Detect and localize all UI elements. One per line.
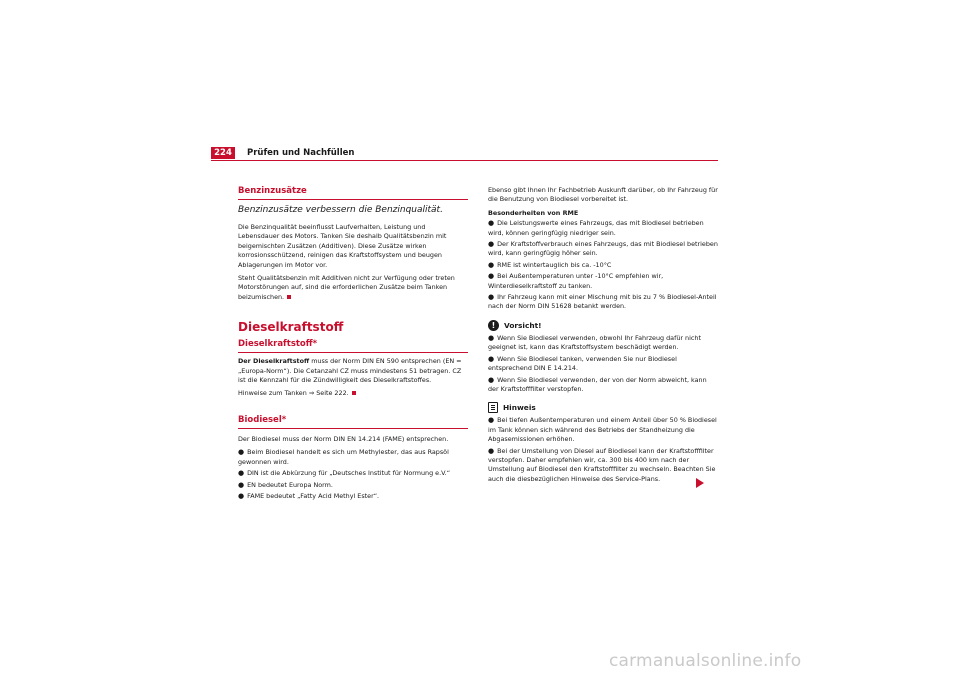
cross-reference: Hinweise zum Tanken ⇒ Seite 222. <box>238 389 468 398</box>
list-item: ● Ihr Fahrzeug kann mit einer Mischung mit bis zu 7 % Biodiesel-Anteil nach der Norm DIN 51628 betankt werden. <box>488 293 717 311</box>
bullet-icon: ● <box>488 446 495 455</box>
paragraph: Der Biodiesel muss der Norm DIN EN 14.214 (FAME) entsprechen. <box>238 434 449 443</box>
subheading: Besonderheiten von RME <box>488 208 579 217</box>
paragraph: Ebenso gibt Ihnen Ihr Fachbetrieb Auskunft darüber, ob Ihr Fahrzeug für die Benutzung von Biodiesel vorbereitet ist. <box>488 186 718 204</box>
list-item: ● Der Kraftstoffverbrauch eines Fahrzeugs, das mit Biodiesel betrieben wird, kann geringfügig höher sein. <box>488 240 718 258</box>
section-subtitle: Benzinzusätze verbessern die Benzinqualität. <box>238 205 443 215</box>
paragraph: Steht Qualitätsbenzin mit Additiven nicht zur Verfügung oder treten Motorstörungen auf, sind die erforderlichen Zusätze beim Tanken beizumischen. <box>238 274 455 301</box>
bullet-icon: ● <box>488 416 495 425</box>
warning-heading: ! Vorsicht! <box>488 320 718 331</box>
section-title-biodiesel: Biodiesel* <box>238 415 468 429</box>
right-column <box>488 186 718 486</box>
list-item: ● Wenn Sie Biodiesel verwenden, obwohl Ihr Fahrzeug dafür nicht geeignet ist, kann das Kraftstoffsystem beschädigt werden. <box>488 333 701 352</box>
page-number: 224 <box>211 147 235 159</box>
list-item: ● RME ist wintertauglich bis ca. -10°C <box>488 260 612 269</box>
bullet-icon: ● <box>488 354 495 363</box>
paragraph: Die Benzinqualität beeinflusst Laufverhalten, Leistung und Lebensdauer des Motors. Tanken Sie deshalb Qualitätsbenzin mit beigemischten Zusätzen (Additiven). Diese Zusätze wirken korrosionsschützend, reinigen das Kraftstoffsystem und beugen Ablagerungen im Motor vor. <box>238 223 447 269</box>
list-item: ● Bei Außentemperaturen unter -10°C empfehlen wir, Winterdieselkraftstoff zu tanken. <box>488 272 664 290</box>
bullet-icon: ● <box>238 469 245 478</box>
chapter-title: Dieselkraftstoff <box>238 320 344 335</box>
running-title: Prüfen und Nachfüllen <box>247 148 355 158</box>
bullet-icon: ● <box>488 293 495 302</box>
continue-arrow-icon[interactable] <box>696 478 704 488</box>
list-item: ● FAME bedeutet „Fatty Acid Methyl Ester“. <box>238 491 380 500</box>
bullet-icon: ● <box>238 491 245 500</box>
list-item: ● Bei tiefen Außentemperaturen und einem Anteil über 50 % Biodiesel im Tank können sich während des Betriebs der Standheizung die Abgasemissionen erhöhen. <box>488 416 717 444</box>
end-mark-icon <box>352 391 356 395</box>
end-mark-icon <box>287 295 291 299</box>
bullet-icon: ● <box>488 333 495 342</box>
bullet-icon: ● <box>488 219 495 228</box>
list-item: ● Wenn Sie Biodiesel tanken, verwenden Sie nur Biodiesel entsprechend DIN E 14.214. <box>488 354 677 373</box>
bullet-icon: ● <box>488 260 495 269</box>
bullet-icon: ● <box>238 448 245 457</box>
left-column <box>238 186 468 503</box>
list-item: ● Wenn Sie Biodiesel verwenden, der von der Norm abweicht, kann der Kraftstofffilter verstopfen. <box>488 375 707 393</box>
bullet-icon: ● <box>488 272 495 281</box>
header-rule <box>211 160 718 161</box>
bullet-icon: ● <box>238 480 245 489</box>
section-title-dieselkraftstoff: Dieselkraftstoff* <box>238 339 468 353</box>
warning-icon: ! <box>488 320 499 331</box>
watermark: carmanualsonline.info <box>609 651 802 671</box>
note-icon <box>488 402 498 413</box>
list-item: ● Die Leistungswerte eines Fahrzeugs, das mit Biodiesel betrieben wird, können geringfügig niedriger sein. <box>488 219 704 237</box>
list-item: ● DIN ist die Abkürzung für „Deutsches Institut für Normung e.V.“ <box>238 469 451 478</box>
list-item: ● Bei der Umstellung von Diesel auf Biodiesel kann der Kraftstofffilter verstopfen. Daher empfehlen wir, ca. 300 bis 400 km nach der Umstellung auf Biodiesel den Kraftstofffilter zu wechseln. Beachten Sie auch die diesbezüglichen Hinweise des Service-Plans. <box>488 446 716 483</box>
bullet-icon: ● <box>488 375 495 384</box>
bullet-icon: ● <box>488 240 495 249</box>
paragraph: Der Dieselkraftstoff muss der Norm DIN EN 590 entsprechen (EN = „Europa-Norm“). Die Cetanzahl CZ muss mindestens 51 betragen. CZ ist die Kennzahl für die Zündwilligkeit des Dieselkraftstoffes. <box>238 357 462 385</box>
list-item: ● Beim Biodiesel handelt es sich um Methylester, das aus Rapsöl gewonnen wird. <box>238 448 449 466</box>
section-title-benzinzusaetze: Benzinzusätze <box>238 186 468 200</box>
list-item: ● EN bedeutet Europa Norm. <box>238 480 333 489</box>
note-heading: Hinweis <box>488 402 718 413</box>
